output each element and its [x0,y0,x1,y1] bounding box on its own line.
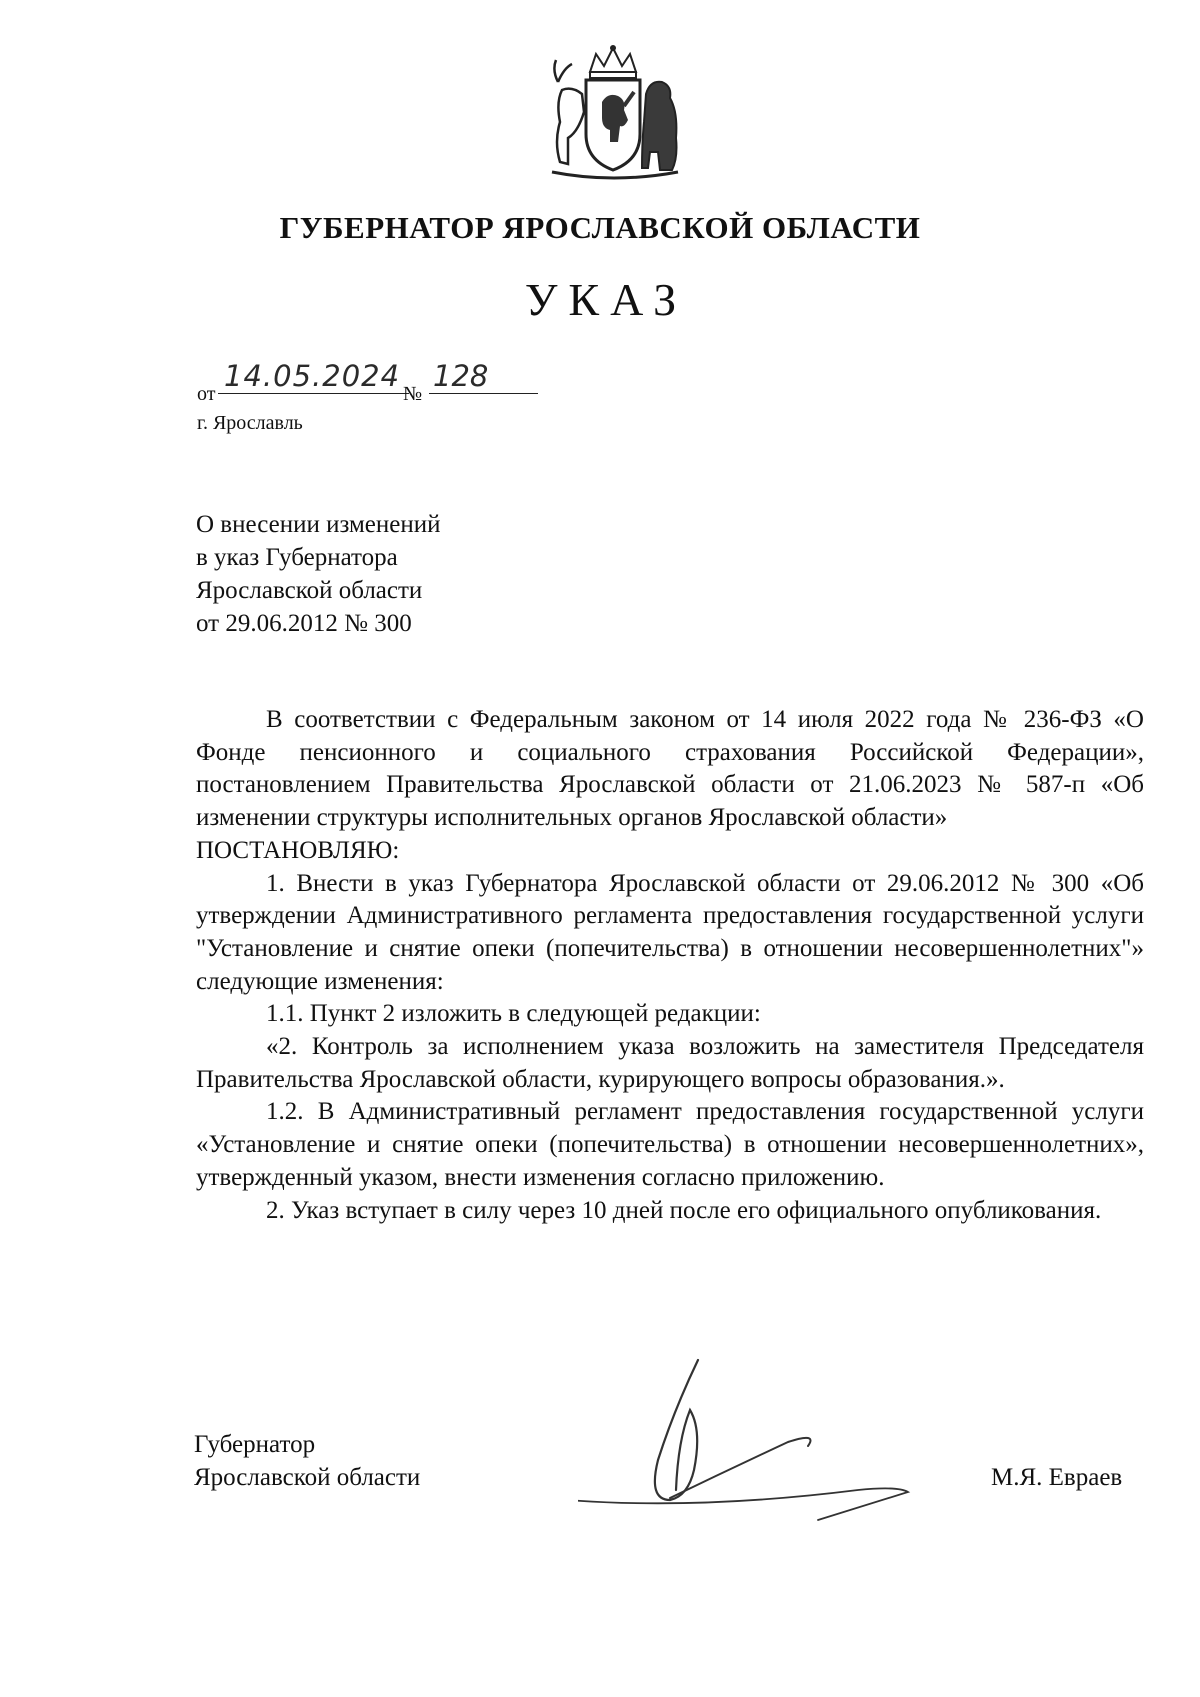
preamble: В соответствии с Федеральным законом от 14 июля 2022 года № 236-ФЗ «О Фонде пенсионного и социального страхования Российской Федерации», постановлением Правительства Ярославской области от 21.06.2023 № 587-п «Об изменении структуры исполнительных органов Ярославской области» [196,706,1144,832]
clause-1-2: 1.2. В Административный регламент предоставления государственной услуги «Установление и снятие опеки (попечительства) в отношении несовершеннолетних», утвержденный указом, внести изменения согласно приложению. [196,1098,1144,1191]
document-type-title: УКАЗ [524,274,688,325]
clause-1-1: 1.1. Пункт 2 изложить в следующей редакции: [266,1000,761,1028]
number-label: № [403,383,423,405]
handwritten-signature-icon [578,1350,938,1530]
subject-line: О внесении изменений [196,511,441,538]
signatory-title [194,1428,420,1494]
decree-subject [196,508,441,640]
decree-body [196,704,1144,1227]
signatory-title-line: Ярославской области [194,1464,421,1491]
date-label: от [197,383,216,405]
issuing-authority: ГУБЕРНАТОР ЯРОСЛАВСКОЙ ОБЛАСТИ [279,210,921,245]
city: г. Ярославль [197,412,303,434]
signatory-title-line: Губернатор [194,1431,316,1458]
clause-2: 2. Указ вступает в силу через 10 дней после его официального опубликования. [266,1196,1102,1224]
coat-of-arms-icon [538,42,688,192]
subject-line: Ярославской области [196,577,423,604]
signatory-name: М.Я. Евраев [991,1464,1123,1491]
subject-line: от 29.06.2012 № 300 [196,610,412,637]
clause-1-1-text: «2. Контроль за исполнением указа возложить на заместителя Председателя Правительства Ярославской области, курирующего вопросы образования.». [196,1033,1144,1093]
number-field: 128 [429,359,538,394]
date-field: 14.05.2024 [218,359,409,394]
decree-word: ПОСТАНОВЛЯЮ: [196,836,400,864]
subject-line: в указ Губернатора [196,544,398,571]
clause-1: 1. Внести в указ Губернатора Ярославской области от 29.06.2012 № 300 «Об утверждении Административного регламента предоставления государственной услуги "Установление и снятие опеки (попечительства) в отношении несовершеннолетних"» следующие изменения: [196,869,1144,995]
